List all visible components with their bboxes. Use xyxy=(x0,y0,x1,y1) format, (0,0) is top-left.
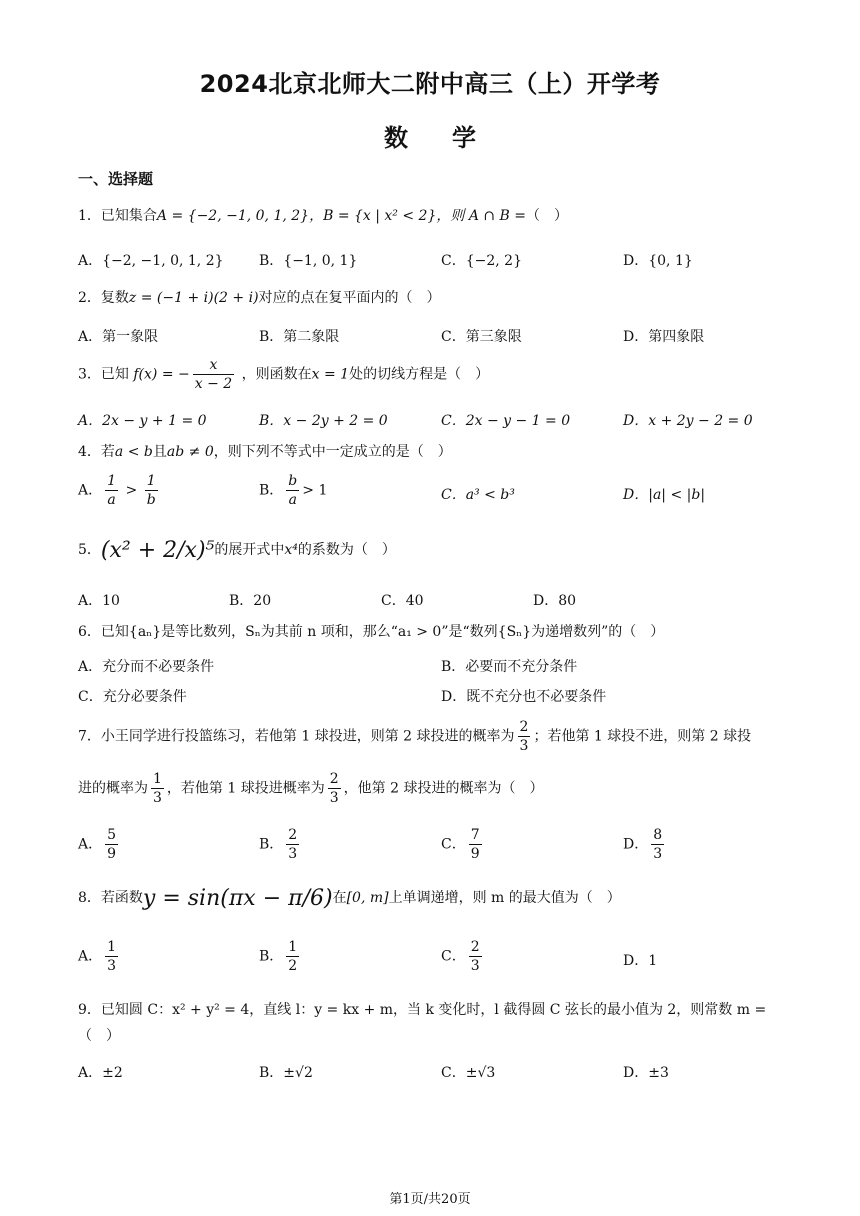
option-a[interactable]: A． $\frac{1}{a}$ > $\frac{1}{b}$ xyxy=(78,473,156,508)
option-c[interactable]: C．±√3 xyxy=(441,1065,496,1081)
fraction: $\frac{8}{3}$ xyxy=(653,827,663,862)
fraction: $\frac{5}{9}$ xyxy=(107,827,117,862)
option-b[interactable]: B． $\frac{b}{a}$ > 1 xyxy=(259,473,328,508)
section-heading: 一、选择题 xyxy=(78,170,154,188)
option-d[interactable]: D．|a| < |b| xyxy=(623,487,706,503)
fraction: $\frac{x}{x - 2}$ xyxy=(194,357,233,392)
option-b[interactable]: B． $\frac{2}{3}$ xyxy=(259,827,298,862)
option-a[interactable]: A．{−2, −1, 0, 1, 2} xyxy=(78,253,224,269)
question-7-line-1: 7．小王同学进行投篮练习，若他第 1 球投进，则第 2 球投进的概率为 $\frac{2}{3}$ ；若他第 1 球投不进，则第 2 球投 xyxy=(78,719,752,754)
fraction: $\frac{1}{3}$ xyxy=(107,939,117,974)
option-d[interactable]: D．x + 2y − 2 = 0 xyxy=(623,413,753,429)
option-c[interactable]: C． $\frac{2}{3}$ xyxy=(441,939,480,974)
option-a[interactable]: A．2x − y + 1 = 0 xyxy=(78,413,207,429)
subject-title: 数学 xyxy=(384,124,520,152)
fraction: $\frac{7}{9}$ xyxy=(470,827,480,862)
fraction: $\frac{2}{3}$ xyxy=(329,771,339,806)
question-9-blank: （ ） xyxy=(78,1028,120,1044)
option-a[interactable]: A．10 xyxy=(78,593,120,609)
fraction: $\frac{2}{3}$ xyxy=(288,827,298,862)
question-6-options-row2 xyxy=(78,686,786,714)
fraction: $\frac{2}{3}$ xyxy=(519,719,529,754)
option-b[interactable]: B．必要而不充分条件 xyxy=(441,659,578,675)
question-6-options-row1 xyxy=(78,656,786,684)
option-a[interactable]: A．第一象限 xyxy=(78,329,159,345)
question-5: 5．(x² + 2/x)⁵的展开式中x⁴的系数为（ ） xyxy=(78,538,396,563)
question-4-options xyxy=(78,472,786,516)
option-b[interactable]: B． $\frac{1}{2}$ xyxy=(259,939,298,974)
option-d[interactable]: D．±3 xyxy=(623,1065,669,1081)
question-9: 9．已知圆 C：x² + y² = 4，直线 l：y = kx + m，当 k 变化时，l 截得圆 C 弦长的最小值为 2，则常数 m = xyxy=(78,1002,767,1018)
page-number: 第1页/共20页 xyxy=(389,1192,471,1207)
option-d[interactable]: D．{0, 1} xyxy=(623,253,693,269)
fraction: $\frac{1}{a}$ xyxy=(107,473,117,508)
option-b[interactable]: B．第二象限 xyxy=(259,329,340,345)
question-5-options xyxy=(78,590,786,618)
option-a[interactable]: A． $\frac{5}{9}$ xyxy=(78,827,117,862)
question-1-options xyxy=(78,250,786,278)
option-a[interactable]: A．±2 xyxy=(78,1065,123,1081)
question-2: 2．复数z = (−1 + i)(2 + i)对应的点在复平面内的（ ） xyxy=(78,290,441,306)
option-d[interactable]: D．第四象限 xyxy=(623,329,705,345)
option-c[interactable]: C．充分必要条件 xyxy=(78,689,187,705)
option-c[interactable]: C．a³ < b³ xyxy=(441,487,515,503)
question-3-options xyxy=(78,410,786,438)
fraction: $\frac{b}{a}$ xyxy=(288,473,298,508)
question-1: 1．已知集合A = {−2, −1, 0, 1, 2}，B = {x | x² < 2}，则 A ∩ B =（ ） xyxy=(78,208,569,224)
option-a[interactable]: A．充分而不必要条件 xyxy=(78,659,215,675)
fraction: $\frac{2}{3}$ xyxy=(470,939,480,974)
option-c[interactable]: C．第三象限 xyxy=(441,329,522,345)
question-3: 3．已知 f(x) = − $\frac{x}{x - 2}$ ，则函数在x = 1处的切线方程是（ ） xyxy=(78,357,490,392)
question-7-line-2: 进的概率为 $\frac{1}{3}$ ，若他第 1 球投进概率为 $\frac{2}{3}$ ，他第 2 球投进的概率为（ ） xyxy=(78,771,544,806)
option-c[interactable]: C．{−2, 2} xyxy=(441,253,522,269)
option-b[interactable]: B．±√2 xyxy=(259,1065,313,1081)
option-c[interactable]: C． $\frac{7}{9}$ xyxy=(441,827,480,862)
option-d[interactable]: D． $\frac{8}{3}$ xyxy=(623,827,663,862)
question-8-options xyxy=(78,938,786,982)
option-b[interactable]: B．x − 2y + 2 = 0 xyxy=(259,413,388,429)
fraction: $\frac{1}{2}$ xyxy=(288,939,298,974)
option-b[interactable]: B．{−1, 0, 1} xyxy=(259,253,358,269)
option-c[interactable]: C．2x − y − 1 = 0 xyxy=(441,413,571,429)
option-b[interactable]: B．20 xyxy=(229,593,272,609)
option-c[interactable]: C．40 xyxy=(381,593,424,609)
question-4: 4．若a < b且ab ≠ 0，则下列不等式中一定成立的是（ ） xyxy=(78,444,452,460)
option-a[interactable]: A． $\frac{1}{3}$ xyxy=(78,939,117,974)
option-d[interactable]: D．80 xyxy=(533,593,577,609)
question-8: 8．若函数y = sin(πx − π/6)在[0, m]上单调递增，则 m 的最大值为（ ） xyxy=(78,886,621,911)
fraction: $\frac{1}{3}$ xyxy=(153,771,162,806)
option-d[interactable]: D．既不充分也不必要条件 xyxy=(441,689,607,705)
question-2-options xyxy=(78,326,786,354)
page-title: 2024北京北师大二附中高三（上）开学考 xyxy=(199,70,661,98)
fraction: $\frac{1}{b}$ xyxy=(146,473,156,508)
question-9-options xyxy=(78,1062,786,1090)
question-6: 6．已知{aₙ}是等比数列，Sₙ为其前 n 项和，那么“a₁ > 0”是“数列{Sₙ}为递增数列”的（ ） xyxy=(78,624,665,640)
question-7-options xyxy=(78,826,786,870)
option-d[interactable]: D．1 xyxy=(623,953,658,969)
